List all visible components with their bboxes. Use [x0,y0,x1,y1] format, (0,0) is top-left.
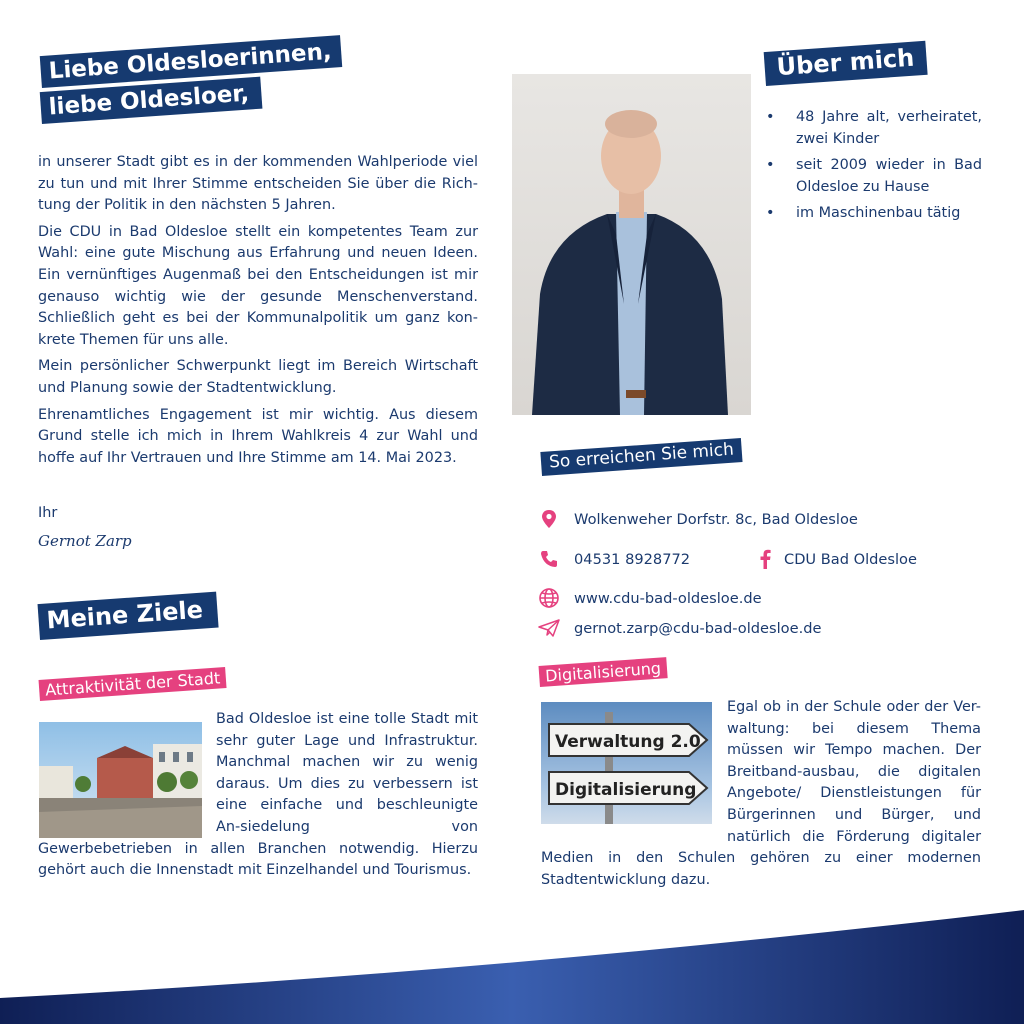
about-item: • seit 2009 wieder in Bad Oldesloe zu Hause [764,154,982,198]
intro-paragraph-2: Die CDU in Bad Oldesloe stellt ein kompetentes Team zur Wahl: eine gute Mischung aus Erfahrung und neuen Ideen. Ein vernünftiges Augenmaß bei den Entscheidungen ist mir genauso wichtig wie der gesunde Menschenverstand. Schließlich geht es bei der Kommunalpolitik um ganz kon-krete Themen für uns alle. [38,223,478,348]
contact-email-row[interactable] [538,617,821,639]
email-link[interactable]: gernot.zarp@cdu-bad-oldesloe.de [574,619,822,637]
signature: Gernot Zarp [38,532,132,550]
about-item: • im Maschinenbau tätig [764,202,982,224]
digital-paragraph: Egal ob in der Schule oder der Ver-waltung: bei diesem Thema müssen wir Tempo machen. Der Breitband-ausbau, die digitalen Angebote/ Dienstleistungen für Bürgerinnen und Bürger, und natürlich die Förderung digitaler Medien in den Schulen gehören zu einer modernen Stadtentwicklung dazu. [541,699,981,888]
sign-bottom-text: Digitalisierung [555,780,697,800]
phone-icon [538,548,560,570]
phone-text[interactable]: 04531 8928772 [574,550,691,568]
about-list [764,106,982,228]
contact-facebook-row[interactable] [754,548,917,570]
closing-text: Ihr [38,505,58,521]
attractiveness-title: Attraktivität der Stadt [39,667,227,701]
portrait-photo [512,74,751,415]
facebook-text[interactable]: CDU Bad Oldesloe [784,550,917,568]
address-text: Wolkenweher Dorfstr. 8c, Bad Oldesloe [574,510,858,528]
bottom-decorative-band [0,880,1024,1024]
facebook-icon [754,548,776,570]
website-link[interactable]: www.cdu-bad-oldesloe.de [574,589,762,607]
contact-website-row[interactable] [538,587,762,609]
intro-paragraph-1: in unserer Stadt gibt es in der kommenden Wahlperiode viel zu tun und mit Ihrer Stimme entscheiden Sie über die Rich-tung der Politik in den nächsten 5 Jahren. [38,154,478,214]
sign-top-text: Verwaltung 2.0 [555,732,701,752]
digital-text [541,697,981,891]
contact-address-row [538,508,858,530]
goals-title: Meine Ziele [38,592,219,640]
about-item: • 48 Jahre alt, verheiratet, zwei Kinder [764,106,982,150]
contact-title: So erreichen Sie mich [540,438,742,476]
intro-text [38,152,478,474]
paper-plane-icon [538,617,560,639]
portrait-figure [512,74,751,415]
digital-title: Digitalisierung [539,657,668,687]
globe-icon [538,587,560,609]
greeting-line1: Liebe Oldesloerinnen, [40,35,343,88]
attractiveness-text [38,709,478,882]
intro-paragraph-4: Ehrenamtliches Engagement ist mir wichtig. Aus diesem Grund stelle ich mich in Ihrem Wahlkreis 4 zur Wahl und hoffe auf Ihr Vertrauen und Ihre Stimme am 14. Mai 2023. [38,406,478,466]
intro-paragraph-3: Mein persönlicher Schwerpunkt liegt im Bereich Wirtschaft und Planung sowie der Stadtentwicklung. [38,358,478,396]
attractiveness-paragraph: Bad Oldesloe ist eine tolle Stadt mit sehr guter Lage und Infrastruktur. Manchmal machen wir zu wenig daraus. Um dies zu verbessern ist eine einfache und beschleunigte An-siedelung von Gewerbebetrieben in allen Branchen notwendig. Hierzu gehört auch die Innenstadt mit Einzelhandel und Tourismus. [38,711,478,879]
greeting-line2: liebe Oldesloer, [40,77,262,125]
map-pin-icon [538,508,560,530]
contact-phone-row[interactable] [538,548,690,570]
about-title: Über mich [764,41,928,86]
